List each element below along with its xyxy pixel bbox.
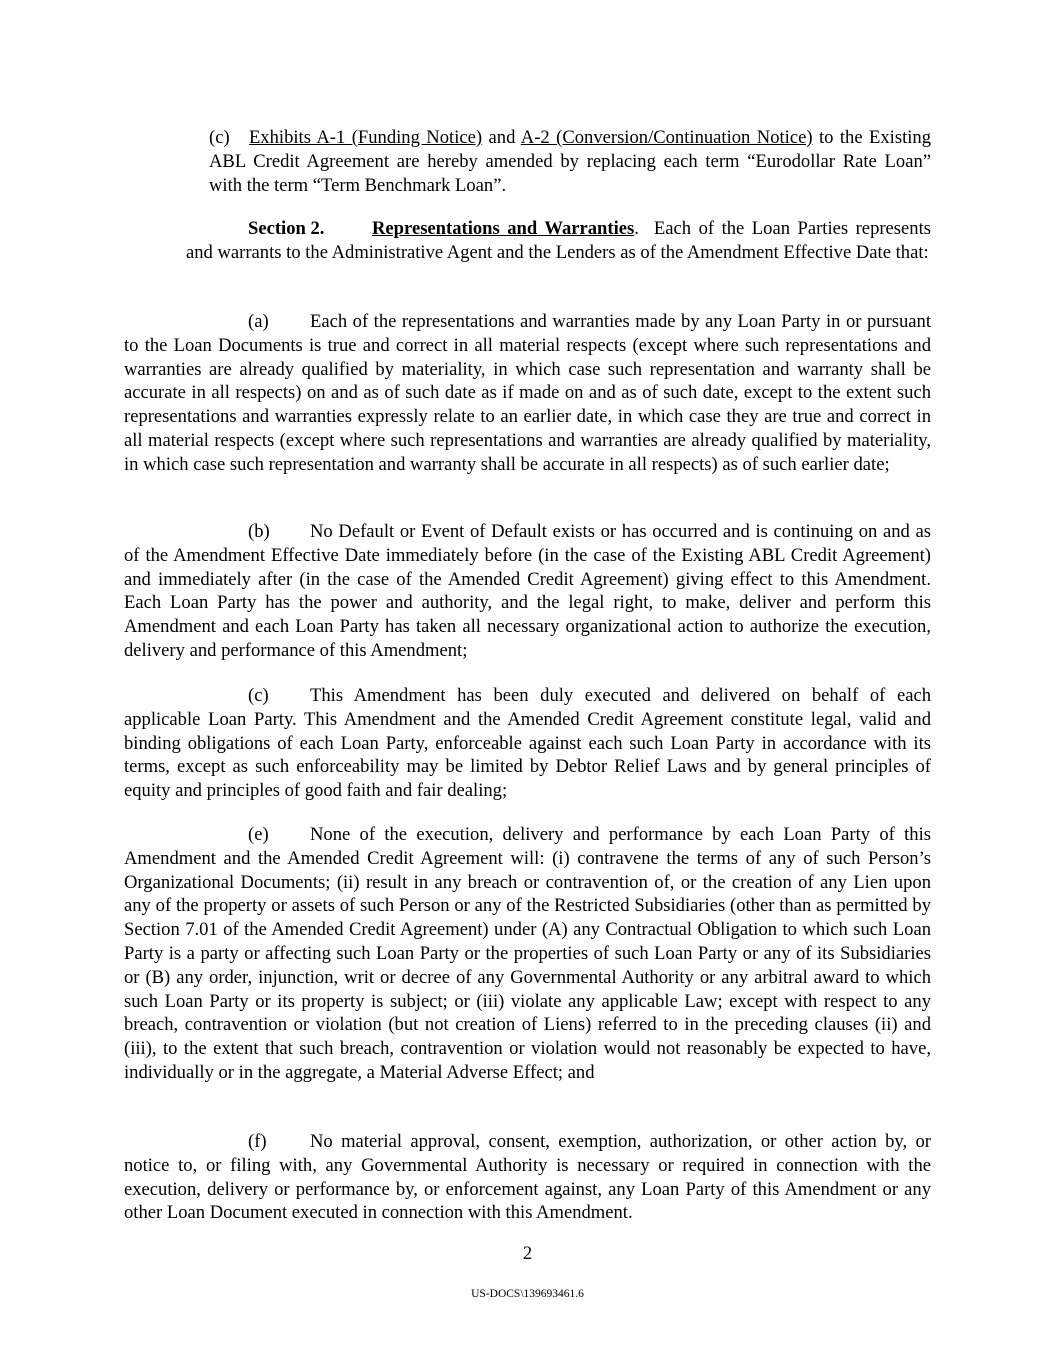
clause-e — [124, 823, 931, 1085]
paragraph-c-exhibits — [209, 126, 931, 197]
exhibit-a1-reference: Exhibits A-1 (Funding Notice) — [248, 127, 483, 148]
section-2-intro — [186, 217, 931, 265]
exhibit-a2-reference: A-2 (Conversion/Continuation Notice) — [520, 127, 813, 148]
document-id: US-DOCS\139693461.6 — [471, 1288, 584, 1300]
page-number: 2 — [522, 1243, 533, 1264]
clause-label: (c) — [248, 685, 269, 706]
clause-label: (f) — [248, 1131, 267, 1152]
clause-text: No material approval, consent, exemption, authorization, or other action by, or notice to, or filing with, any Governmental Authority is necessary or required in connection with the execution, delivery or performance by, or enforcement against, any Loan Party of this Amendment or any other Loan Document executed in connection with this Amendment. — [124, 1131, 931, 1224]
clause-text: None of the execution, delivery and performance by each Loan Party of this Amendment and the Amended Credit Agreement will: (i) contravene the terms of any of such Person’s Organizational Documents; (ii) result in any breach or contravention of, or the creation of any Lien upon any of the property or assets of such Person or any of the Restricted Subsidiaries (other than as permitted by Section 7.01 of the Amended Credit Agreement) under (A) any Contractual Obligation to which such Loan Party is a party or affecting such Loan Party or the properties of such Loan Party or any of its Subsidiaries or (B) any order, injunction, writ or decree of any Governmental Authority or any arbitral award to which such Loan Party or its property is subject; or (iii) violate any applicable Law; except with respect to any breach, contravention or violation (but not creation of Liens) referred to in the preceding clauses (ii) and (iii), to the extent that such breach, contravention or violation would not reasonably be expected to have, individually or in the aggregate, a Material Adverse Effect; and — [124, 824, 931, 1083]
section-heading-period: . — [634, 218, 639, 239]
clause-label: (c) — [209, 127, 230, 148]
joiner-text: and — [488, 127, 516, 148]
clause-text: Each of the representations and warranties made by any Loan Party in or pursuant to the Loan Documents is true and correct in all material respects (except where such representations and warranties are already qualified by materiality, in which case such representation and warranty shall be accurate in all respects) on and as of such date as if made on and as of such date, except to the extent such representations and warranties expressly relate to an earlier date, in which case they are true and correct in all material respects (except where such representations and warranties are already qualified by materiality, in which case such representation and warranty shall be accurate in all respects) as of such earlier date; — [124, 311, 931, 475]
section-heading: Representations and Warranties — [372, 218, 635, 239]
clause-b — [124, 520, 931, 663]
clause-text: No Default or Event of Default exists or has occurred and is continuing on and as of the Amendment Effective Date immediately before (in the case of the Existing ABL Credit Agreement) and immediately after (in the case of the Amended Credit Agreement) giving effect to this Amendment. Each Loan Party has the power and authority, and the legal right, to make, deliver and perform this Amendment and each Loan Party has taken all necessary organizational action to authorize the execution, delivery and performance of this Amendment; — [124, 521, 931, 661]
clause-label: (b) — [248, 521, 270, 542]
clause-text: This Amendment has been duly executed and delivered on behalf of each applicable Loan Party. This Amendment and the Amended Credit Agreement constitute legal, valid and binding obligations of each Loan Party, enforceable against each such Loan Party in accordance with its terms, except as such enforceability may be limited by Debtor Relief Laws and by general principles of equity and principles of good faith and fair dealing; — [124, 685, 931, 802]
section-label: Section 2. — [248, 218, 325, 239]
clause-f — [124, 1130, 931, 1225]
clause-a — [124, 310, 931, 477]
section-text: Each of the Loan Parties represents and warrants to the Administrative Agent and the Lenders as of the Amendment Effective Date that: — [186, 218, 931, 263]
paragraph-text: to the Existing ABL Credit Agreement are hereby amended by replacing each term “Eurodollar Rate Loan” with the term “Term Benchmark Loan”. — [209, 127, 931, 196]
clause-label: (a) — [248, 311, 269, 332]
clause-label: (e) — [248, 824, 269, 845]
clause-c — [124, 684, 931, 803]
